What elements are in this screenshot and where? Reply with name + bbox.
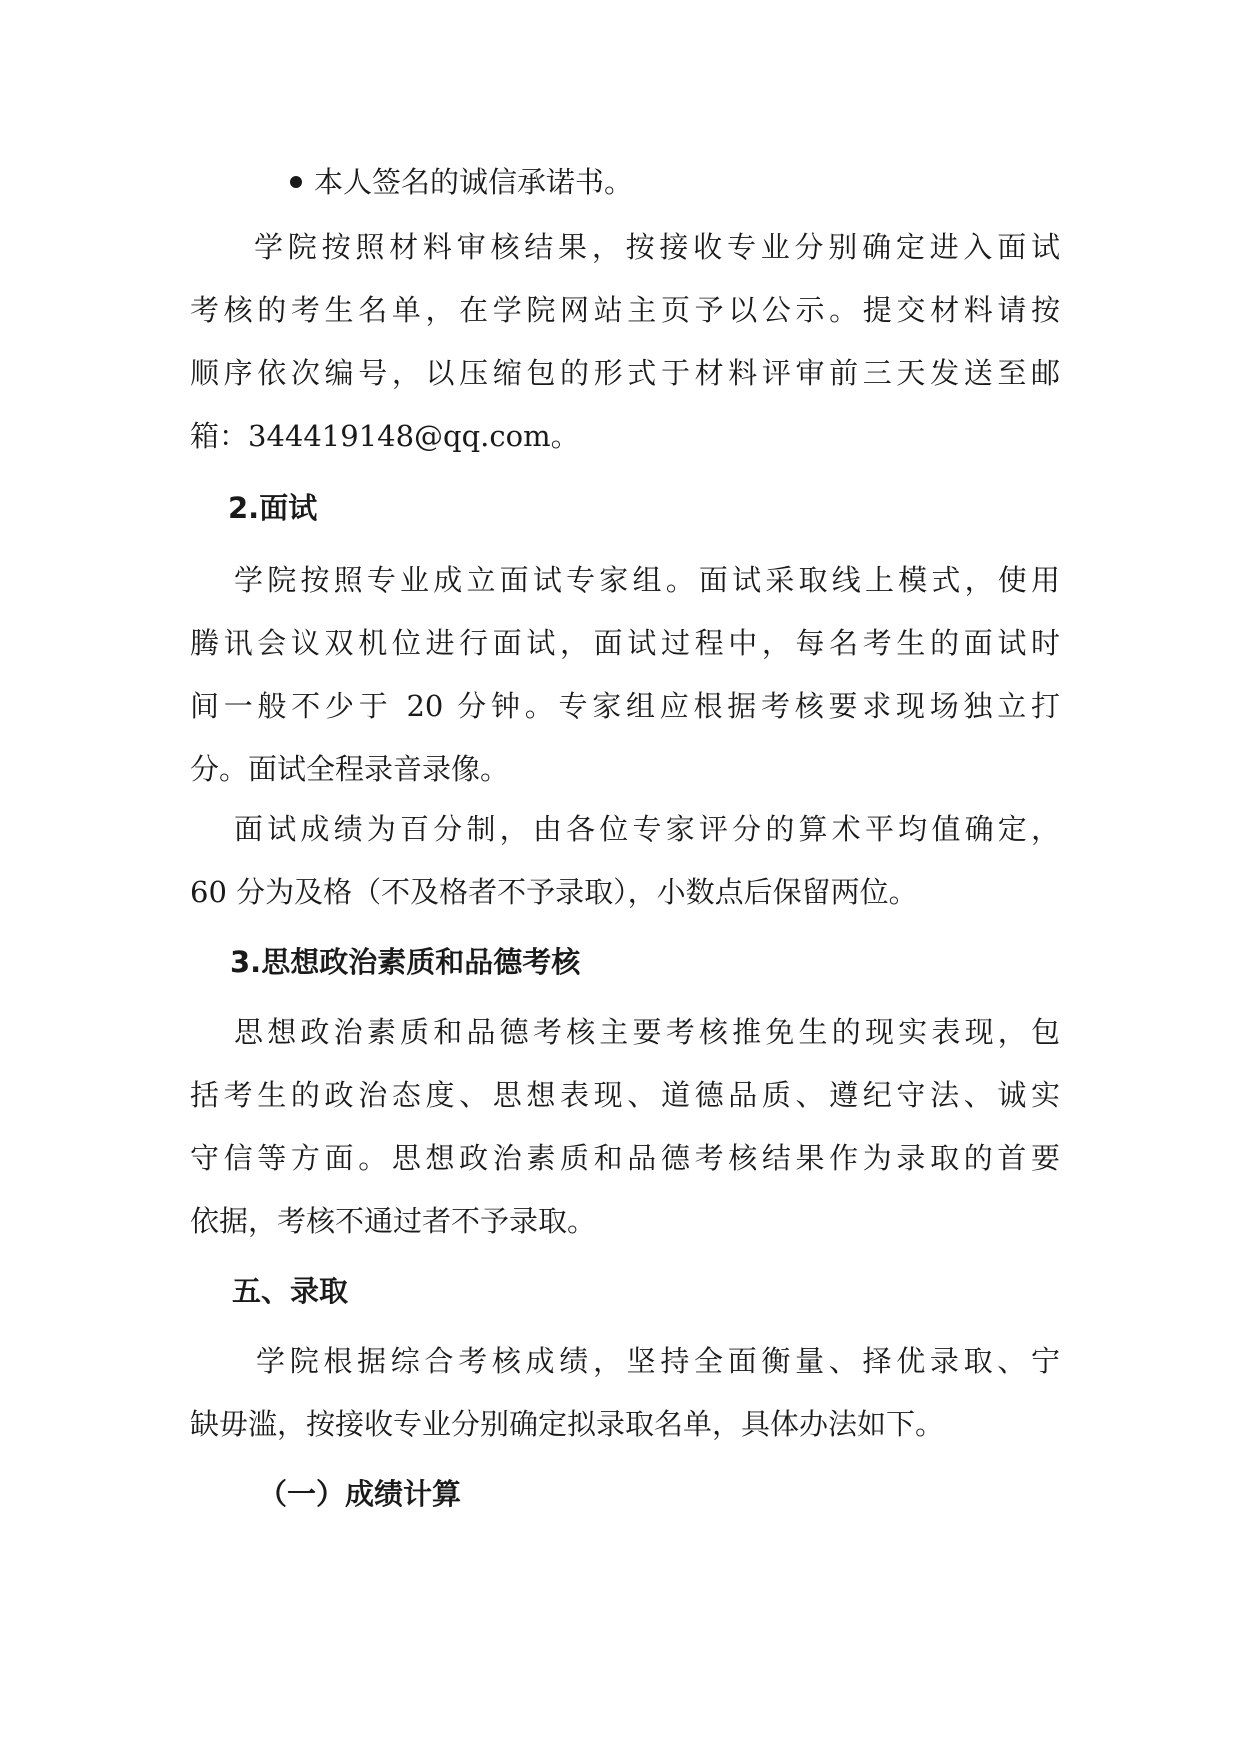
para4-line-2: 括考生的政治态度、思想表现、道德品质、遵纪守法、诚实 bbox=[190, 1078, 1060, 1112]
bullet-item-text: 本人签名的诚信承诺书。 bbox=[314, 165, 634, 199]
para2-line-4: 分。面试全程录音录像。 bbox=[190, 752, 510, 786]
para1-line-1: 学院按照材料审核结果，按接收专业分别确定进入面试 bbox=[254, 230, 1060, 264]
para2-line-3: 间一般不少于 20 分钟。专家组应根据考核要求现场独立打 bbox=[190, 689, 1060, 723]
para3-line-1: 面试成绩为百分制，由各位专家评分的算术平均值确定， bbox=[234, 812, 1060, 846]
para2-line-2: 腾讯会议双机位进行面试，面试过程中，每名考生的面试时 bbox=[190, 626, 1060, 660]
bullet-item bbox=[290, 160, 633, 204]
para4-line-1: 思想政治素质和品德考核主要考核推免生的现实表现，包 bbox=[234, 1015, 1060, 1049]
para5-line-2: 缺毋滥，按接收专业分别确定拟录取名单，具体办法如下。 bbox=[190, 1407, 945, 1441]
heading-admission: 五、录取 bbox=[232, 1274, 349, 1308]
para4-line-4: 依据，考核不通过者不予录取。 bbox=[190, 1204, 597, 1238]
para1-line-4: 箱：344419148@qq.com。 bbox=[190, 419, 580, 453]
para2-line-1: 学院按照专业成立面试专家组。面试采取线上模式，使用 bbox=[234, 563, 1060, 597]
para1-line-2: 考核的考生名单，在学院网站主页予以公示。提交材料请按 bbox=[190, 293, 1060, 327]
bullet-dot-icon bbox=[290, 176, 302, 188]
heading-interview: 2.面试 bbox=[228, 491, 318, 525]
para5-line-1: 学院根据综合考核成绩，坚持全面衡量、择优录取、宁 bbox=[256, 1344, 1060, 1378]
para3-line-2: 60 分为及格（不及格者不予录取），小数点后保留两位。 bbox=[190, 875, 918, 909]
para1-line-3: 顺序依次编号，以压缩包的形式于材料评审前三天发送至邮 bbox=[190, 356, 1060, 390]
heading-score: （一）成绩计算 bbox=[258, 1477, 462, 1511]
para4-line-3: 守信等方面。思想政治素质和品德考核结果作为录取的首要 bbox=[190, 1141, 1060, 1175]
heading-moral: 3.思想政治素质和品德考核 bbox=[230, 945, 581, 979]
